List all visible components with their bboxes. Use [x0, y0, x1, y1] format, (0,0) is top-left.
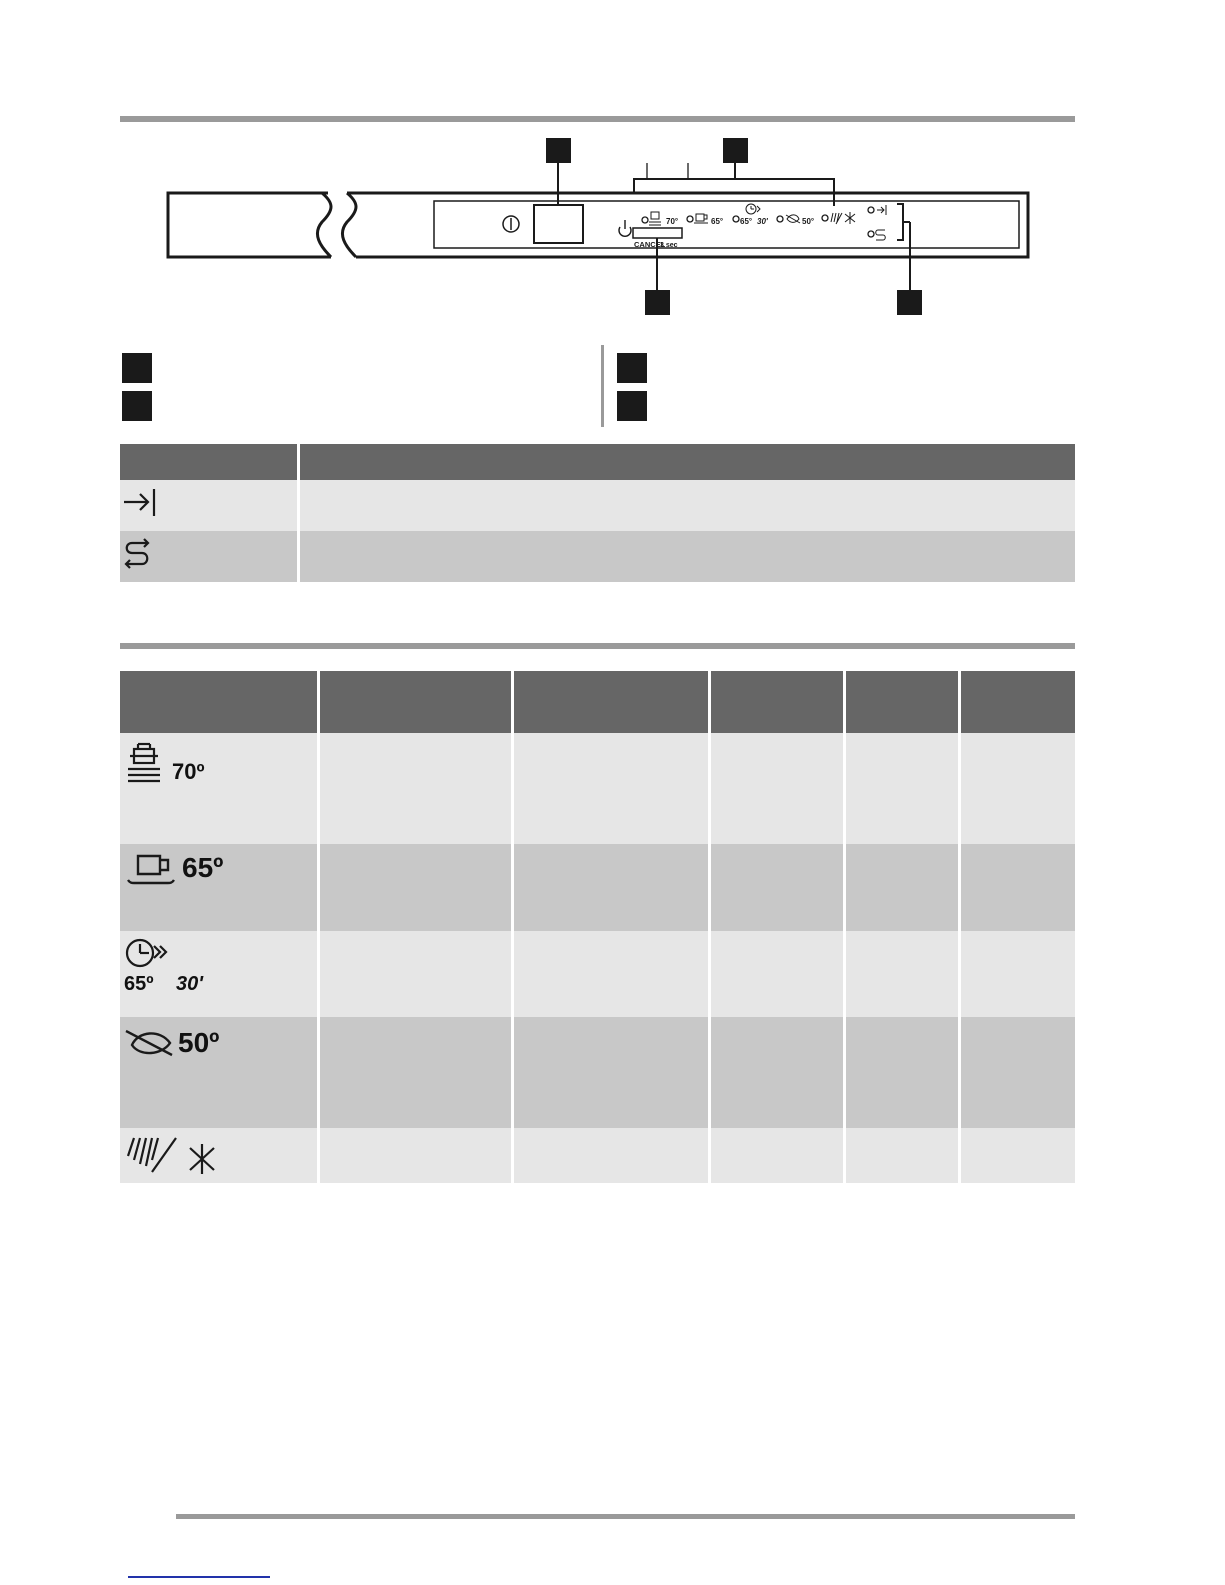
callout-square-2	[723, 138, 748, 163]
clock-icon	[122, 935, 172, 971]
callout-square-3	[645, 290, 670, 315]
header-cell	[120, 444, 298, 480]
on-off-button[interactable]	[503, 216, 519, 232]
header-cell	[844, 671, 959, 733]
leaf-icon	[124, 1025, 176, 1061]
legend-marker-1	[122, 353, 152, 383]
header-cell	[709, 671, 844, 733]
multitab-small-icon	[876, 230, 886, 240]
time-temp-label: 65°	[740, 217, 753, 226]
header-cell	[120, 671, 318, 733]
delay-start-icon	[120, 480, 180, 526]
legend-marker-2	[122, 391, 152, 421]
callout-square-1	[546, 138, 571, 163]
rinse-cold-icon	[124, 1132, 224, 1178]
option-symbols-table	[120, 444, 1075, 582]
program-temp: 65º	[124, 973, 154, 995]
table-row	[120, 531, 1075, 582]
control-panel-diagram	[0, 0, 1225, 330]
program-temp: 70º	[172, 759, 205, 784]
clock-small-icon	[746, 204, 760, 214]
eco-temp-label: 50°	[802, 217, 815, 226]
program-temp: 65º	[182, 852, 224, 883]
multitab-icon	[120, 531, 180, 577]
display-window	[534, 205, 583, 243]
header-cell	[298, 444, 1075, 480]
quick-temp-label: 65°	[711, 217, 724, 226]
panel-inner-frame	[434, 201, 1019, 248]
rinse-small-icon	[831, 212, 855, 224]
pot-icon	[124, 741, 170, 785]
callout-leaders	[558, 163, 910, 290]
pot-small-icon	[649, 212, 661, 225]
time-min-label: 30'	[757, 217, 768, 226]
section-rule-bottom	[176, 1514, 1075, 1519]
table-row	[120, 931, 1075, 1017]
table-row	[120, 1128, 1075, 1183]
section-rule-middle	[120, 643, 1075, 649]
intensive-temp-label: 70°	[666, 217, 679, 226]
cup-icon	[124, 850, 180, 888]
programme-table	[120, 671, 1075, 1183]
leaf-small-icon	[786, 215, 800, 223]
header-cell	[318, 671, 512, 733]
callout-square-4	[897, 290, 922, 315]
table-row	[120, 480, 1075, 531]
legend-divider	[601, 345, 604, 427]
table-row	[120, 1017, 1075, 1128]
cancel-button[interactable]	[633, 228, 682, 238]
program-time: 30'	[176, 973, 204, 995]
program-temp: 50º	[178, 1027, 220, 1058]
power-indicator-icon	[619, 220, 631, 236]
legend-marker-4	[617, 391, 647, 421]
cancel-time-label: 3 sec	[660, 242, 678, 249]
header-cell	[959, 671, 1075, 733]
cancel-label: CANCEL	[634, 240, 666, 249]
header-cell	[512, 671, 709, 733]
table-row	[120, 844, 1075, 931]
footer-underline	[128, 1576, 270, 1578]
table-row	[120, 733, 1075, 844]
delay-start-small-icon	[877, 205, 886, 215]
legend-marker-3	[617, 353, 647, 383]
cup-small-icon	[694, 214, 708, 223]
